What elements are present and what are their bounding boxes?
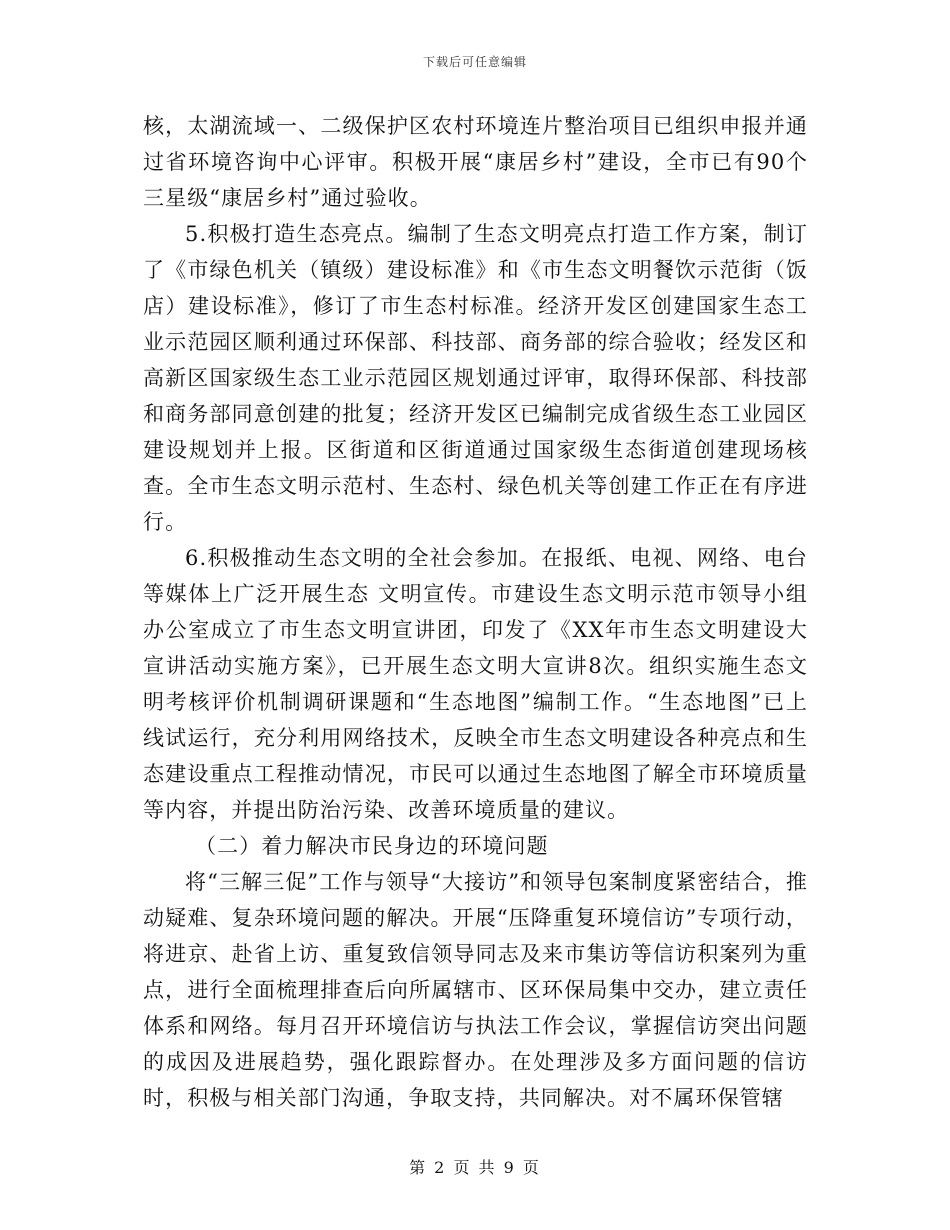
paragraph-section-2: 将“三解三促”工作与领导“大接访”和领导包案制度紧密结合，推动疑难、复杂环境问题的解决。开展“压降重复环境信访”专项行动，将进京、赴省上访、重复致信领导同志及来市集访等信访积案列为重点，进行全面梳理排查后向所属辖市、区环保局集中交办，建立责任体系和网络。每月召开环境信访与执法工作会议，掌握信访突出问题的成因及进展趋势，强化跟踪督办。在处理涉及多方面问题的信访时，积极与相关部门沟通，争取支持，共同解决。对不属环保管辖 bbox=[143, 870, 808, 1110]
paragraph-item-6: 6.积极推动生态文明的全社会参加。在报纸、电视、网络、电台等媒体上广泛开展生态 文明宣传。市建设生态文明示范市领导小组办公室成立了市生态文明宣讲团，印发了《XX年市生态文明建设大宣讲活动实施方案》，已开展生态文明大宣讲8次。组织实施生态文明考核评价机制调研课题和“生态地图”编制工作。“生态地图”已上线试运行，充分利用网络技术，反映全市生态文明建设各种亮点和生态建设重点工程推动情况，市民可以通过生态地图了解全市环境质量等内容，并提出防治污染、改善环境质量的建议。 bbox=[143, 546, 808, 822]
section-heading: （二）着力解决市民身边的环境问题 bbox=[195, 834, 549, 858]
page-footer: 第 2 页 共 9 页 bbox=[409, 1158, 541, 1177]
page-header: 下载后可任意编辑 bbox=[422, 55, 527, 69]
paragraph-item-5: 5.积极打造生态亮点。编制了生态文明亮点打造工作方案，制订了《市绿色机关（镇级）建设标准》和《市生态文明餐饮示范街（饭店）建设标准》，修订了市生态村标准。经济开发区创建国家生态工业示范园区顺利通过环保部、科技部、商务部的综合验收；经发区和高新区国家级生态工业示范园区规划通过评审，取得环保部、科技部和商务部同意创建的批复；经济开发区已编制完成省级生态工业园区建设规划并上报。区街道和区街道通过国家级生态街道创建现场核查。全市生态文明示范村、生态村、绿色机关等创建工作正在有序进行。 bbox=[143, 222, 808, 534]
paragraph-continuation: 核，太湖流域一、二级保护区农村环境连片整治项目已组织申报并通过省环境咨询中心评审。积极开展“康居乡村”建设，全市已有90个三星级“康居乡村”通过验收。 bbox=[143, 114, 808, 210]
document-body bbox=[143, 108, 808, 1116]
